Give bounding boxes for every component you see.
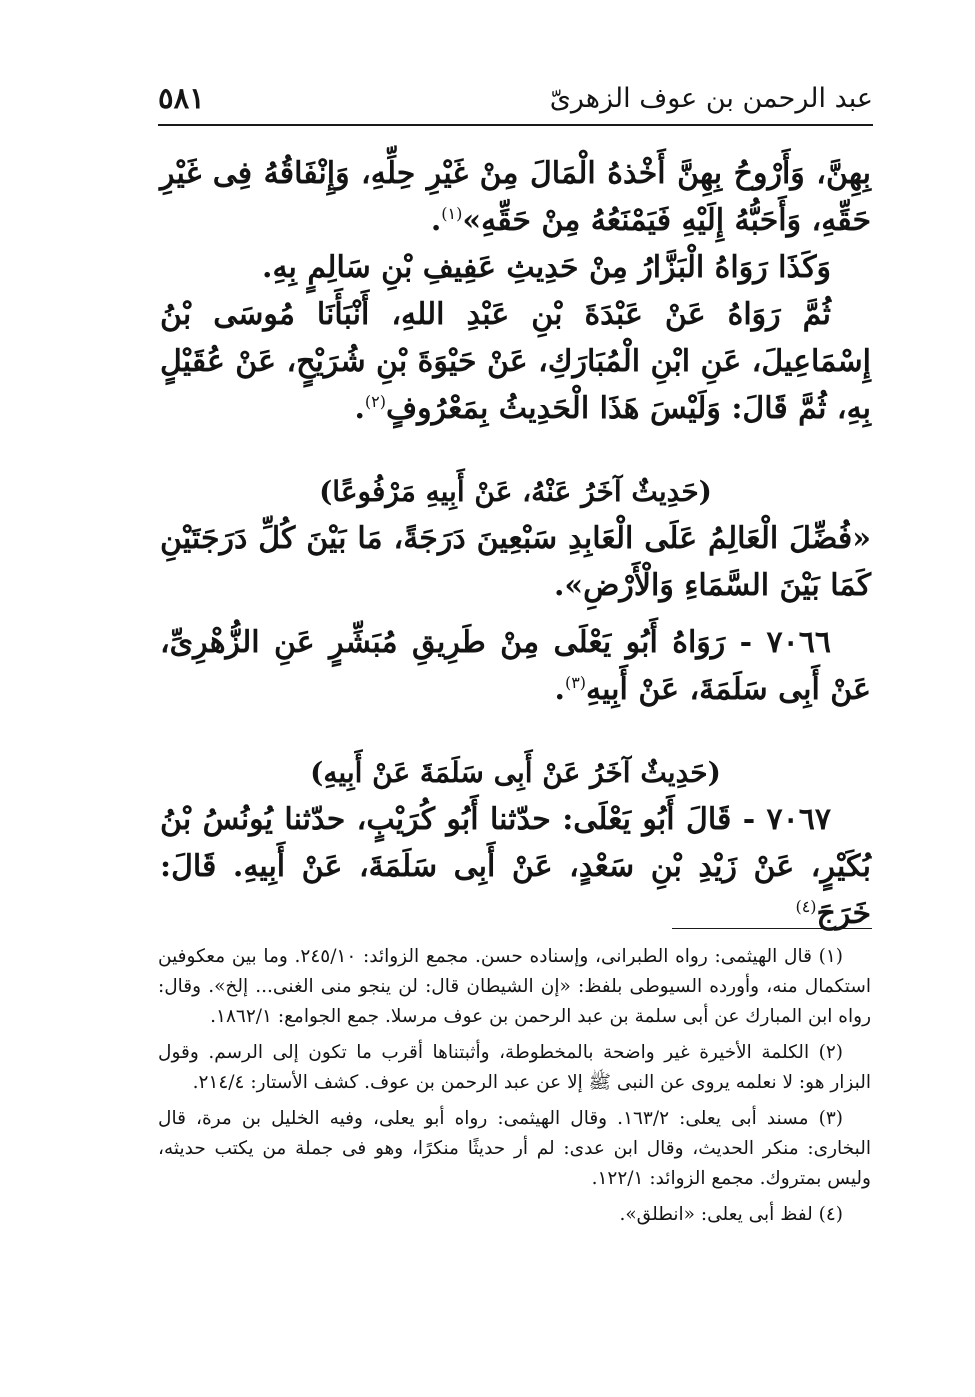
paragraph-4: «فُضِّلَ الْعَالِمُ عَلَى الْعَابِدِ سَبْعِينَ دَرَجَةً، مَا بَيْنَ كُلِّ دَرَجَتَيْنِ كَمَا بَيْنَ السَّمَاءِ وَالْأَرْضِ».	[160, 521, 871, 603]
paragraph-6	[160, 796, 871, 937]
section-heading-2: (حَدِيثٌ آخَرُ عَنْ أَبِى سَلَمَةَ عَنْ أَبِيهِ)	[310, 756, 721, 789]
footnote-mark-2: (٢)	[364, 392, 387, 411]
footnotes	[158, 942, 871, 1236]
footnote-mark-4: (٤)	[795, 897, 817, 916]
footnote-mark-3: (٣)	[564, 673, 587, 692]
spacer	[160, 713, 871, 749]
footnote-rule	[672, 928, 872, 929]
running-title: عبد الرحمن بن عوف الزهرىّ	[549, 82, 873, 114]
page-number: ٥٨١	[158, 81, 205, 115]
paragraph-3	[160, 291, 871, 432]
header-rule	[158, 124, 873, 126]
footnote-mark-1: (١)	[441, 204, 463, 223]
spacer	[160, 609, 871, 619]
footnote-1: (١) قال الهيثمى: رواه الطبرانى، وإسناده حسن. مجمع الزوائد: ٢٤٥/١٠. وما بين معكوفين استكمال منه، وأورده السيوطى بلفظ: «إن الشيطان قال: لن ينجو منى الغنى... إلخ». وقال: رواه ابن المبارك عن أبى سلمة بن عبد الرحمن بن عوف مرسلا. جمع الجوامع: ١٨٦٢/١.	[158, 946, 871, 1027]
footnote-3: (٣) مسند أبى يعلى: ١٦٣/٢. وقال الهيثمى: رواه أبو يعلى، وفيه الخليل بن مرة، قال البخارى: منكر الحديث، وقال ابن عدى: لم أر حديثًا منكرًا، وهو فى جملة من يكتب حديثه، وليس بمتروك. مجمع الزوائد: ١٢٢/١.	[158, 1108, 871, 1189]
paragraph-6-text: ٧٠٦٧ - قَالَ أَبُو يَعْلَى: حدّثنا أَبُو كُرَيْبٍ، حدّثنا يُونُسُ بْنُ بُكَيْرٍ، عَنْ زَيْدِ بْنِ سَعْدٍ، عَنْ أَبِى سَلَمَةَ، عَنْ أَبِيهِ. قَالَ: خَرَجَ	[160, 802, 871, 931]
paragraph-1-text: بِهِنَّ، وَأَرْوحُ بِهِنَّ أَخْذهُ الْمَالَ مِنْ غَيْرِ حِلِّهِ، وَإِنْفَاقُهُ فِى غَيْرِ حَقِّهِ، وَأَحَبُّهُ إِلَيْهِ فَيَمْنَعُهُ مِنْ حَقِّهِ»	[160, 156, 871, 238]
paragraph-5-text: ٧٠٦٦ - رَوَاهُ أَبُو يَعْلَى مِنْ طَرِيقِ مُبَشِّرٍ عَنِ الزُّهْرِىِّ، عَنْ أَبِى سَلَمَةَ، عَنْ أَبِيهِ	[160, 625, 871, 707]
section-heading-1: (حَدِيثٌ آخَرُ عَنْهُ، عَنْ أَبِيهِ مَرْفُوعًا)	[319, 475, 712, 508]
paragraph-5-end: .	[554, 672, 565, 707]
paragraph-3-text: ثُمَّ رَوَاهُ عَنْ عَبْدَةَ بْنِ عَبْدِ اللهِ، أَنْبَأَنَا مُوسَى بْنُ إِسْمَاعِيلَ، عَنِ ابْنِ الْمُبَارَكِ، عَنْ حَيْوَةَ بْنِ شُرَيْحٍ، عَنْ عُقَيْلٍ بِهِ، ثُمَّ قَالَ: وَلَيْسَ هَذَا الْحَدِيثُ بِمَعْرُوفٍ	[160, 297, 871, 426]
footnote-4: (٤) لفظ أبى يعلى: «انطلق».	[619, 1204, 843, 1225]
footnote-2: (٢) الكلمة الأخيرة غير واضحة بالمخطوطة، وأثبتناها أقرب ما تكون إلى الرسم. وقول البزار هو: لا نعلمه يروى عن النبى ﷺ إلا عن عبد الرحمن بن عوف. كشف الأستار: ٢١٤/٤.	[158, 1042, 871, 1093]
paragraph-3-end: .	[354, 391, 365, 426]
paragraph-5	[160, 619, 871, 713]
main-text	[160, 150, 871, 937]
paragraph-1-end: .	[430, 203, 442, 238]
paragraph-2: وَكَذَا رَوَاهُ الْبَزَّارُ مِنْ حَدِيثِ عَفِيفِ بْنِ سَالِمٍ بِهِ.	[262, 250, 831, 285]
spacer	[160, 432, 871, 468]
running-header	[158, 78, 873, 118]
paragraph-1	[160, 150, 871, 244]
